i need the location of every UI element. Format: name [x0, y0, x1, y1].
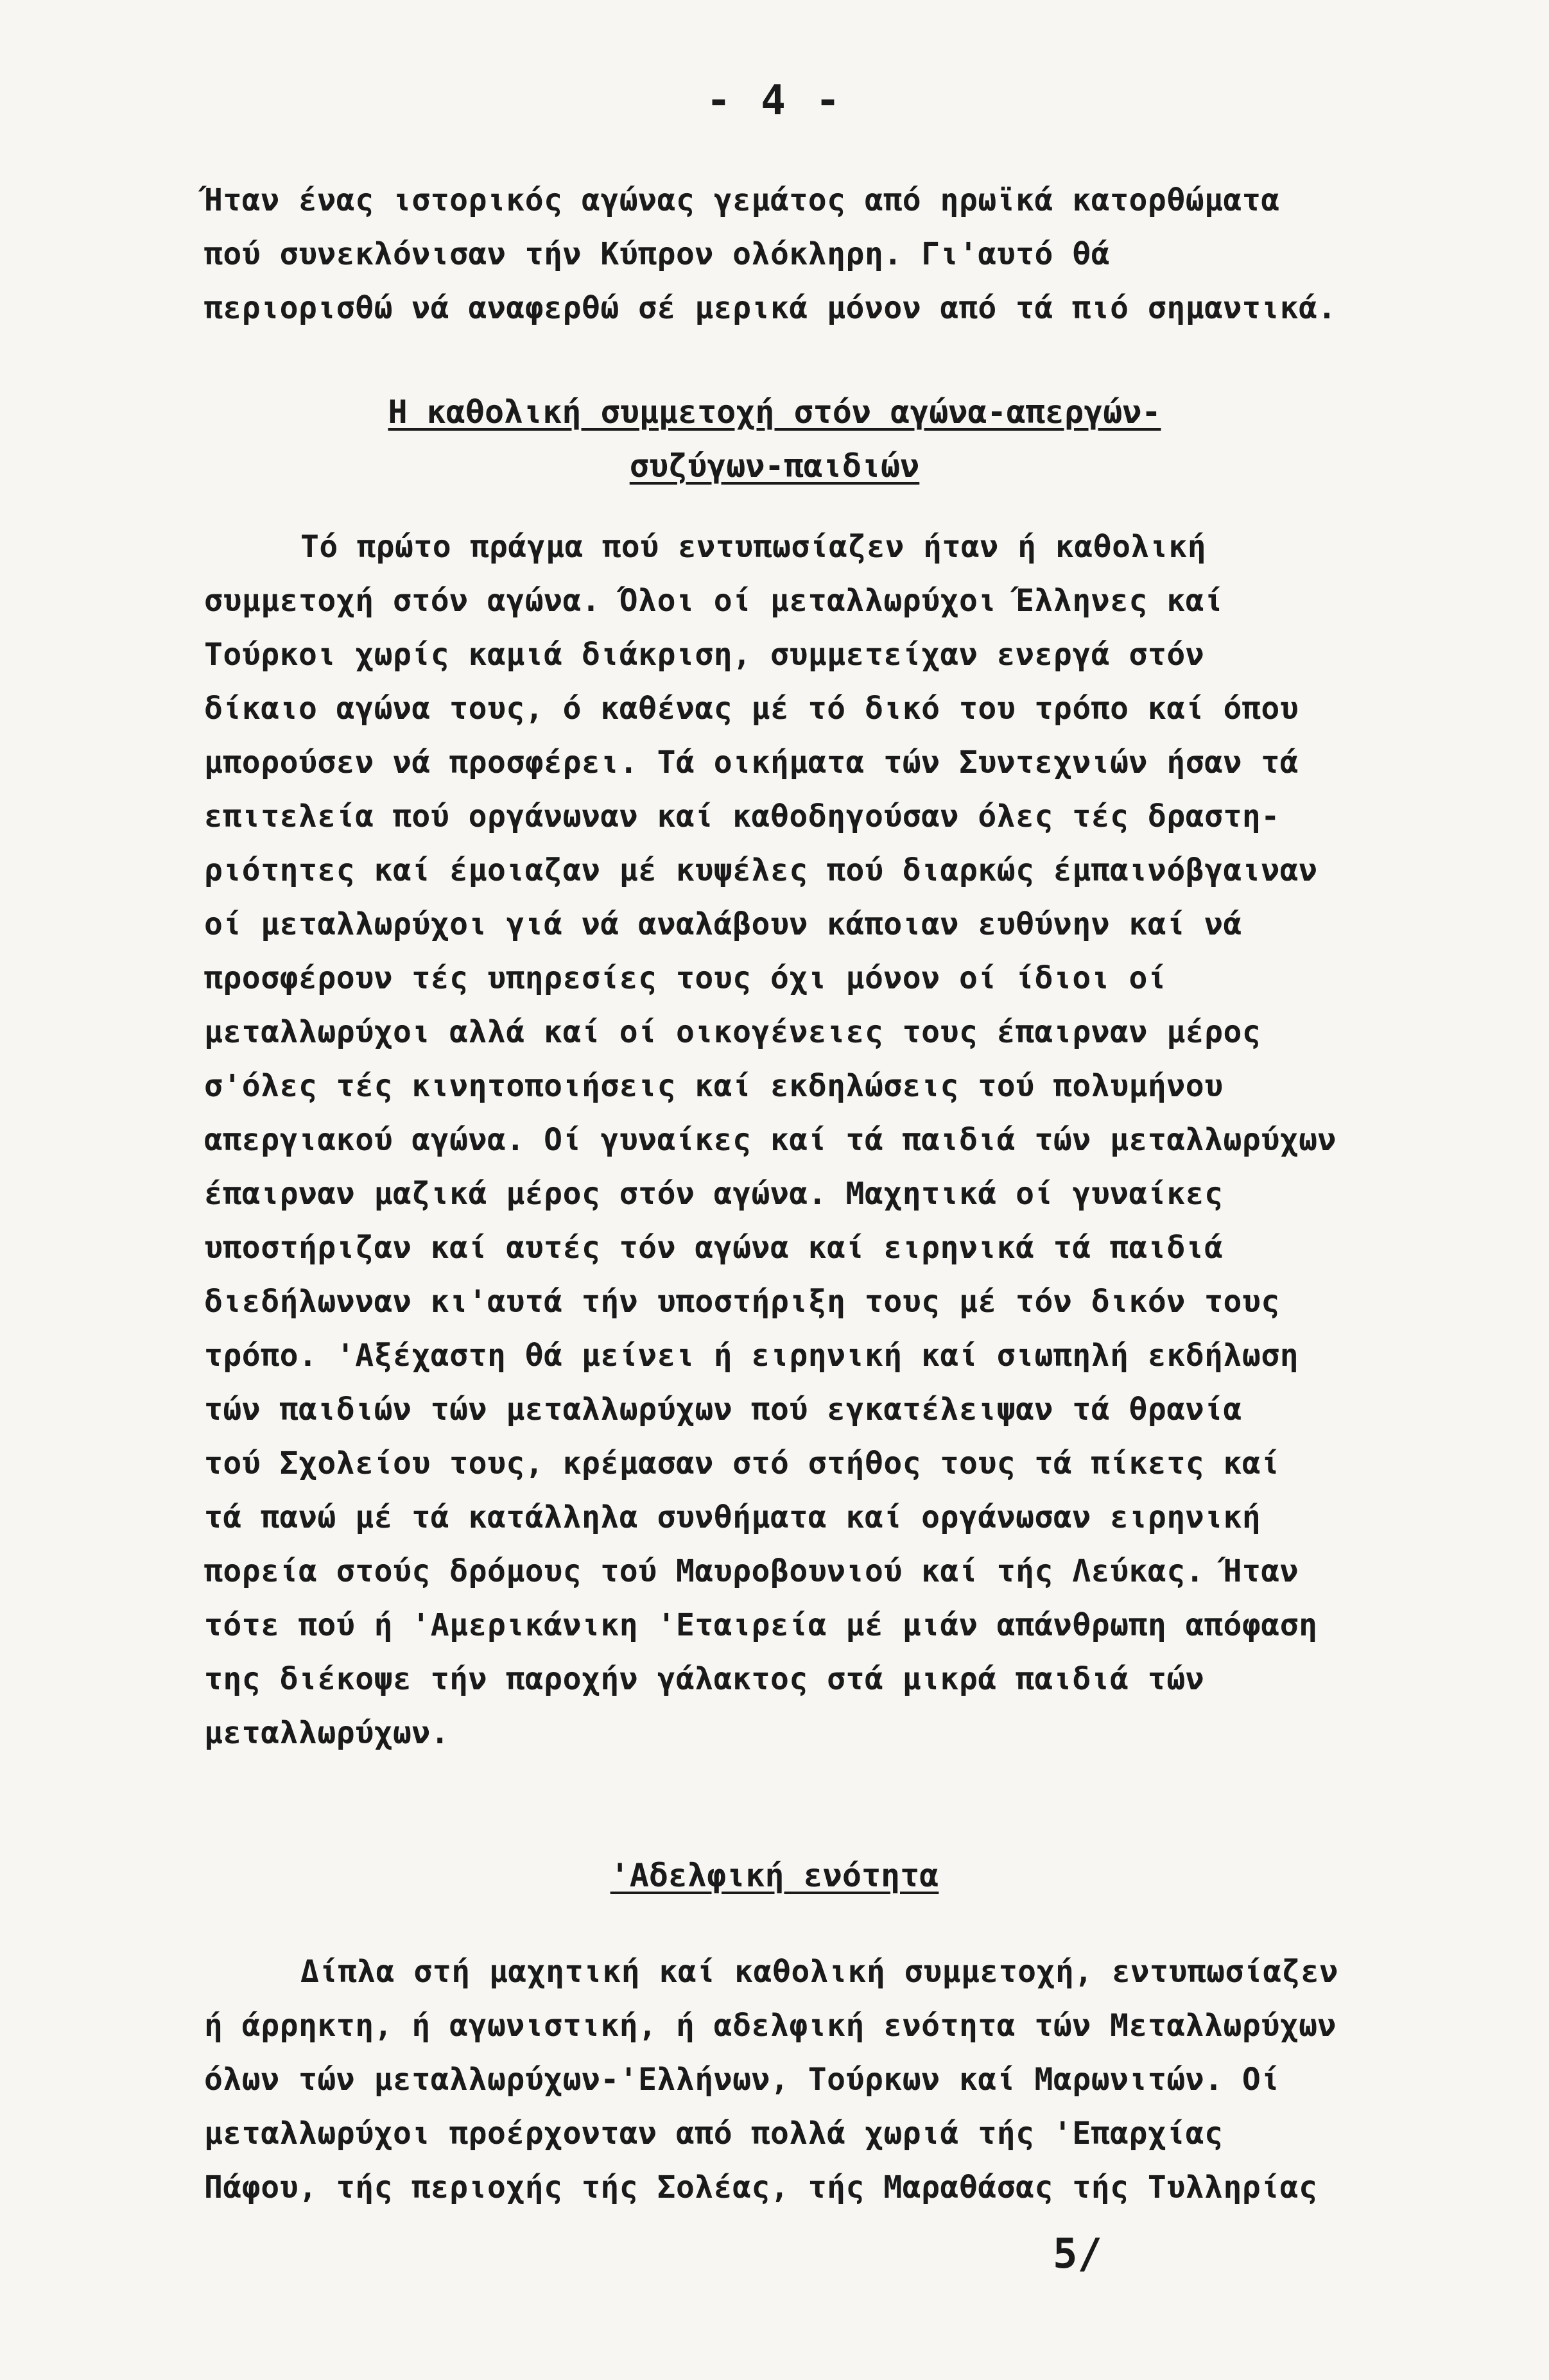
text-line: τά πανώ μέ τά κατάλληλα συνθήματα καί οργάνωσαν ειρηνική — [204, 1499, 1261, 1535]
page-number: - 4 - — [706, 77, 843, 125]
text-line: Πάφου, τής περιοχής τής Σολέας, τής Μαραθάσας τής Τυλληρίας — [204, 2169, 1318, 2205]
heading-line: συζύγων-παιδιών — [629, 447, 920, 485]
text-line: διεδήλωνναν κι'αυτά τήν υποστήριξη τους μέ τόν δικόν τους — [204, 1284, 1280, 1320]
paragraph-unity — [204, 1945, 1527, 2214]
text-line: Ήταν ένας ιστορικός αγώνας γεμάτος από ηρωϊκά κατορθώματα — [204, 182, 1280, 218]
text-line: όλων τών μεταλλωρύχων-'Ελλήνων, Τούρκων καί Μαρωνιτών. Οί — [204, 2062, 1280, 2098]
section-heading-participation — [0, 385, 1549, 493]
text-line: απεργιακού αγώνα. Οί γυναίκες καί τά παιδιά τών μεταλλωρύχων — [204, 1122, 1337, 1158]
paragraph-intro — [204, 173, 1527, 335]
text-line: Δίπλα στή μαχητική καί καθολική συμμετοχή, εντυπωσίαζεν — [300, 1954, 1338, 1990]
text-line: υποστήριζαν καί αυτές τόν αγώνα καί ειρηνικά τά παιδιά — [204, 1230, 1224, 1266]
next-page-reference: 5/ — [1053, 2230, 1103, 2278]
text-line: Τό πρώτο πράγμα πού εντυπωσίαζεν ήταν ή καθολική — [300, 529, 1207, 565]
text-line: οί μεταλλωρύχοι γιά νά αναλάβουν κάποιαν ευθύνην καί νά — [204, 906, 1242, 942]
text-line: μεταλλωρύχοι αλλά καί οί οικογένειες τους έπαιρναν μέρος — [204, 1014, 1261, 1050]
text-line: τότε πού ή 'Αμερικάνικη 'Εταιρεία μέ μιάν απάνθρωπη απόφαση — [204, 1607, 1318, 1643]
text-line: τού Σχολείου τους, κρέμασαν στό στήθος τους τά πίκετς καί — [204, 1445, 1280, 1481]
text-line: τών παιδιών τών μεταλλωρύχων πού εγκατέλειψαν τά θρανία — [204, 1392, 1242, 1427]
text-line: της διέκοψε τήν παροχήν γάλακτος στά μικρά παιδιά τών — [204, 1661, 1205, 1697]
text-line: έπαιρναν μαζικά μέρος στόν αγώνα. Μαχητικά οί γυναίκες — [204, 1176, 1224, 1212]
heading-line: Η καθολική συμμετοχή στόν αγώνα-απεργών- — [388, 393, 1161, 431]
heading-line: 'Αδελφική ενότητα — [610, 1857, 939, 1894]
section-heading-unity — [0, 1849, 1549, 1902]
text-line: μπορούσεν νά προσφέρει. Τά οικήματα τών Συντεχνιών ήσαν τά — [204, 745, 1299, 780]
text-line: συμμετοχή στόν αγώνα. Όλοι οί μεταλλωρύχοι Έλληνες καί — [204, 583, 1224, 619]
text-line: πορεία στούς δρόμους τού Μαυροβουνιού καί τής Λεύκας. Ήταν — [204, 1553, 1299, 1589]
text-line: περιορισθώ νά αναφερθώ σέ μερικά μόνον από τά πιό σημαντικά. — [204, 290, 1337, 326]
text-line: προσφέρουν τές υπηρεσίες τους όχι μόνον οί ίδιοι οί — [204, 960, 1167, 996]
text-line: επιτελεία πού οργάνωναν καί καθοδηγούσαν όλες τές δραστη- — [204, 798, 1280, 834]
text-line: τρόπο. 'Αξέχαστη θά μείνει ή ειρηνική καί σιωπηλή εκδήλωση — [204, 1338, 1299, 1374]
paragraph-participation — [204, 520, 1527, 1760]
text-line: δίκαιο αγώνα τους, ό καθένας μέ τό δικό του τρόπο καί όπου — [204, 691, 1299, 727]
text-line: Τούρκοι χωρίς καμιά διάκριση, συμμετείχαν ενεργά στόν — [204, 637, 1205, 673]
text-line: ή άρρηκτη, ή αγωνιστική, ή αδελφική ενότητα τών Μεταλλωρύχων — [204, 2008, 1337, 2044]
text-line: μεταλλωρύχων. — [204, 1715, 450, 1751]
text-line: σ'όλες τές κινητοποιήσεις καί εκδηλώσεις τού πολυμήνου — [204, 1068, 1224, 1104]
text-line: πού συνεκλόνισαν τήν Κύπρον ολόκληρη. Γι'αυτό θά — [204, 236, 1111, 272]
text-line: ριότητες καί έμοιαζαν μέ κυψέλες πού διαρκώς έμπαινόβγαιναν — [204, 852, 1318, 888]
text-line: μεταλλωρύχοι προέρχονταν από πολλά χωριά τής 'Επαρχίας — [204, 2116, 1224, 2151]
